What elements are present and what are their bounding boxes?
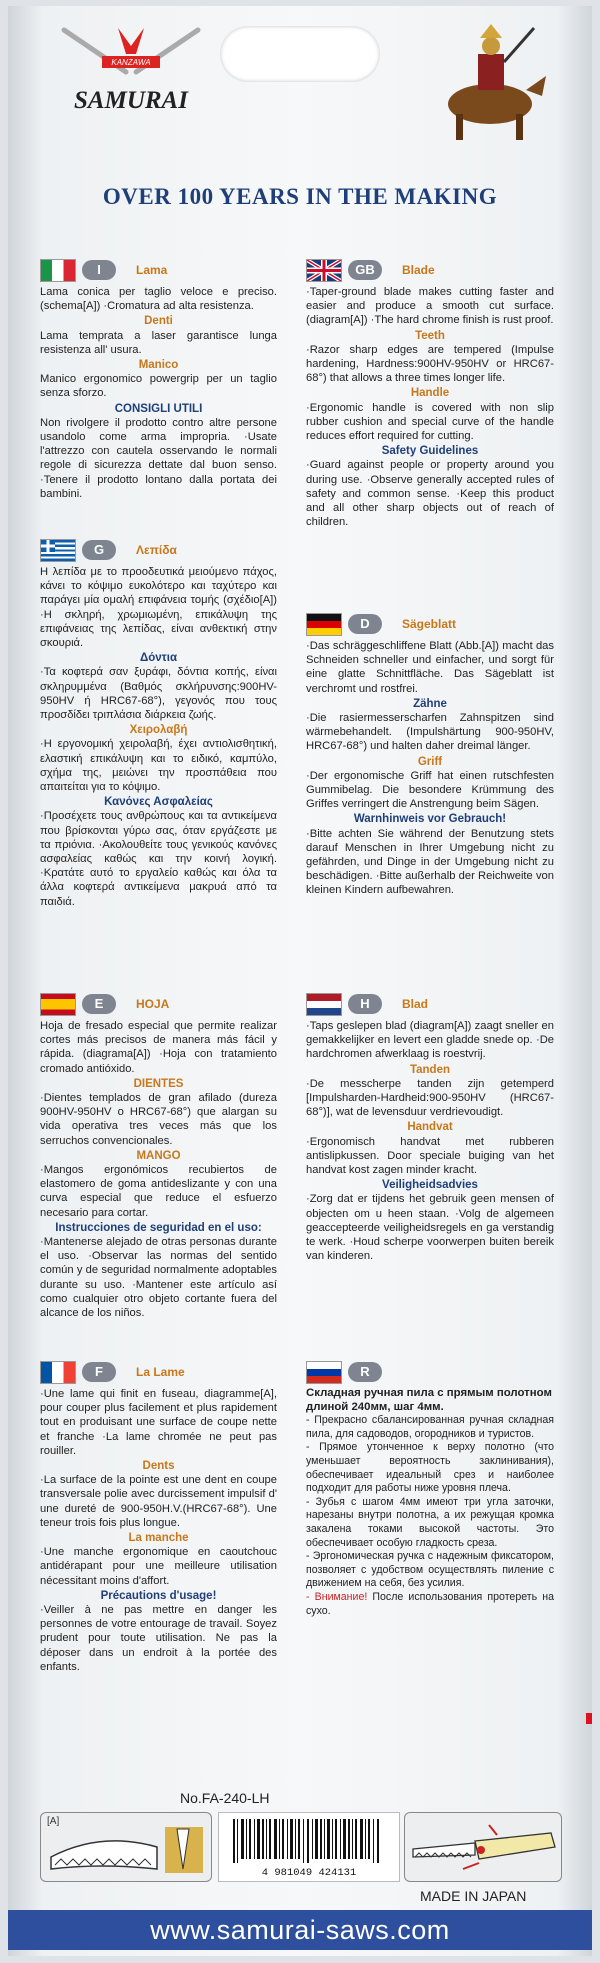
section-text: ·Taps geslepen blad (diagram[A]) zaagt sneller en gemakkelijker en levert een gladde snede op. ·De hardchromen afwerklaag is roestvrij. <box>306 1020 554 1061</box>
section-text: ·Dientes templados de gran afilado (dureza 900HV-950HV o HRC67-68°) que alargan su vida operativa tres veces más que los serruchos convencionales. <box>40 1092 277 1147</box>
section-heading: Blad <box>402 996 429 1011</box>
section-heading: Safety Guidelines <box>381 445 479 458</box>
website-footer[interactable]: www.samurai-saws.com <box>8 1910 592 1950</box>
product-number: No.FA-240-LH <box>180 1790 270 1806</box>
warning-text <box>306 1591 554 1618</box>
section-text: Non rivolgere il prodotto contro altre persone usandolo come arma impropria. ·Usate l'attrezzo con cautela osservando le normali regole di sicurezza dettate dal buon senso. ·Tenere il prodotto lontano dalla portata dei bambini. <box>40 416 277 500</box>
france-flag-icon <box>40 1361 76 1384</box>
section-text: ·Razor sharp edges are tempered (Impulse hardening, Hardness:900HV-950HV or HRC67-68°) that allows a three times longer life. <box>306 343 554 385</box>
language-header-spanish <box>40 992 277 1016</box>
section-french <box>40 1360 277 1674</box>
samurai-brand-logo <box>56 24 206 134</box>
section-greek <box>40 538 277 909</box>
section-text: Manico ergonomico powergrip per un taglio senza sforzo. <box>40 373 277 400</box>
section-text: - Прямое утонченное к верху полотно (что уменьшает вероятность заклинивания), обеспечивает идеальный срез и наиболее подходит для работы ниже уровня плеча. <box>306 1441 554 1495</box>
section-heading: Λεπίδα <box>136 542 177 557</box>
edge-mark <box>586 1713 592 1724</box>
language-code-badge: H <box>348 994 382 1014</box>
language-header-english <box>306 258 554 282</box>
section-heading: Blade <box>402 262 435 277</box>
headline: OVER 100 YEARS IN THE MAKING <box>102 184 498 209</box>
section-text: ·Guard against people or property around you during use. ·Observe generally accepted rules of safety and common sense. ·Keep this product and all other sharp objects out of reach of children. <box>306 459 554 529</box>
made-in-label: MADE IN JAPAN <box>420 1888 527 1904</box>
section-heading: La manche <box>128 1532 189 1545</box>
svg-text:SAMURAI: SAMURAI <box>74 87 188 114</box>
section-text: - Эргономическая ручка с надежным фиксатором, позволяет с удобством осуществлять пиление с движением на себя, без усилия. <box>306 1550 554 1590</box>
germany-flag-icon <box>306 613 342 636</box>
uk-flag-icon <box>306 259 342 282</box>
section-heading: Handle <box>410 387 450 400</box>
language-code-badge: D <box>348 614 382 634</box>
barcode <box>218 1812 400 1882</box>
section-text: ·Bitte achten Sie während der Benutzung stets darauf Menschen in Ihrer Umgebung nicht zu gefährden, und Dinge in der Umgebung nicht zu beschädigen. ·Bitte außerhalb der Reichweite von kleinen Kindern aufbewahren. <box>306 827 554 897</box>
section-text: ·Mangos ergonómicos recubiertos de elastomero de goma antideslizante y con una curva especial que reduce el esfuerzo necesario para cortar. <box>40 1164 277 1219</box>
section-heading: Tanden <box>409 1063 451 1076</box>
language-header-italian <box>40 258 277 282</box>
section-heading: DIENTES <box>133 1077 184 1090</box>
section-heading: Teeth <box>415 329 445 342</box>
language-code-badge: G <box>82 540 116 560</box>
section-text: Η λεπίδα με το προοδευτικά μειούμενο πάχος, κάνει το κόψιμο ευκολότερο και ταχύτερο και παράγει μία ομαλή επιφάνεια τομής (σχέδιο[A]) ·Η σκληρή, χρωμιωμένη, επικάλυψη της επιφάνειας της λεπίδας, είναι ανθεκτική στην σκουριά. <box>40 566 277 650</box>
section-heading: Zähne <box>413 697 447 710</box>
barcode-number: 4 981049 424131 <box>261 1867 357 1879</box>
hang-hole <box>220 26 380 82</box>
section-heading: Griff <box>417 755 443 768</box>
section-text: ·Ergonomisch handvat met rubberen antislipkussen. Door speciale buiging van het handvat kost zagen minder kracht. <box>306 1135 554 1177</box>
section-heading: Sägeblatt <box>402 616 457 631</box>
section-heading: Warnhinweis vor Gebrauch! <box>353 813 507 826</box>
language-header-german <box>306 612 554 636</box>
russia-flag-icon <box>306 1361 342 1384</box>
section-text: - Зубья с шагом 4мм имеют три угла заточки, нарезаны внутри полотна, а их режущая кромка закалена токами высокой частоты. Это обеспечивает особую гладкость среза. <box>306 1495 554 1549</box>
language-code-badge: GB <box>348 260 382 280</box>
folding-saw-icon <box>405 1813 561 1881</box>
blade-cross-section-diagram <box>41 1813 211 1881</box>
section-heading: Δόντια <box>139 652 178 665</box>
netherlands-flag-icon <box>306 993 342 1016</box>
section-heading: MANGO <box>136 1149 181 1162</box>
section-english <box>306 258 554 529</box>
section-heading: Instrucciones de seguridad en el uso: <box>55 1221 262 1234</box>
section-text: ·Une manche ergonomique en caoutchouc antidérapant pour une meilleure utilisation nécessitant moins d'affort. <box>40 1546 277 1587</box>
greece-flag-icon <box>40 539 76 562</box>
section-heading: Dents <box>142 1460 175 1473</box>
section-heading: Складная ручная пила с прямым полотном длиной 240мм, шаг 4мм. <box>306 1387 552 1413</box>
section-text: ·Mantenerse alejado de otras personas durante el uso. ·Observar las normas del sentido común y de seguridad normalmente adoptables durante su uso. ·Mantener este artículo así como cualquier otro objeto cortante fuera del alcance de los niños. <box>40 1236 277 1320</box>
section-dutch <box>306 992 554 1263</box>
language-code-badge: F <box>82 1362 116 1382</box>
section-text: ·Zorg dat er tijdens het gebruik geen mensen of objecten om u heen staan. ·Volg de algemeen geaccepteerde veiligheidsregels en ga verstandig te werk. ·Houd scherpe voorwerpen buiten bereik van kinderen. <box>306 1193 554 1263</box>
section-text: ·La surface de la pointe est une dent en coupe transversale polie avec durcissement impulsif d' une dureté de 900-950H.V.(HRC67-68°). Une teneur trois fois plus longue. <box>40 1474 277 1529</box>
section-text: ·Das schräggeschliffene Blatt (Abb.[A]) macht das Schneiden schneller und einfacher, und sorgt für eine glatte Schnittfläche. Das Sägeblatt ist verchromt und rostfrei. <box>306 640 554 695</box>
section-heading: Κανόνες Ασφαλείας <box>104 796 213 809</box>
section-text: Lama conica per taglio veloce e preciso. (schema[A]) ·Cromatura ad alta resistenza. <box>40 286 277 313</box>
section-text: ·Une lame qui finit en fuseau, diagramme[A], pour couper plus facilement et plus rapidement tout en produisant une surface de coupe nette et franche ·La lame chromée ne peut pas rouiller. <box>40 1388 277 1457</box>
section-text: Hoja de fresado especial que permite realizar cortes más precisos de manera más fácil y rápida. (diagrama[A]) ·Hoja con tratamiento cromado antióxido. <box>40 1020 277 1075</box>
language-header-russian <box>306 1360 554 1384</box>
section-text: ·Προσέχετε τους ανθρώπους και τα αντικείμενα που βρίσκονται γύρω σας, όταν εργάζεστε με τα πριόνια. ·Ακολουθείτε τους γενικούς κανόνες ασφαλείας καθώς και την κοινή λογική. ·Κρατάτε αυτό το εργαλείο καθώς και όλα τα άλλα κοφτερά αντικείμενα μακρυά από τα παιδιά. <box>40 810 277 908</box>
section-heading: Veiligheidsadvies <box>382 1179 478 1192</box>
italy-flag-icon <box>40 259 76 282</box>
section-heading: La Lame <box>136 1364 185 1379</box>
section-text: Lama temprata a laser garantisce lunga resistenza all' usura. <box>40 329 277 356</box>
section-text: ·Der ergonomische Griff hat einen rutschfesten Gummibelag. Die besondere Krümmung des Griffes verringert die Anstrengung beim Sägen. <box>306 769 554 811</box>
samurai-horse-illustration <box>430 18 550 146</box>
warning-body: После использования протереть на сухо. <box>306 1590 554 1617</box>
language-code-badge: I <box>82 260 116 280</box>
section-german <box>306 612 554 898</box>
section-text: - Прекрасно сбалансированная ручная складная пила, для садоводов, огородников и туристов. <box>306 1414 554 1440</box>
language-header-french <box>40 1360 277 1384</box>
section-heading: Denti <box>144 315 173 328</box>
language-code-badge: R <box>348 1362 382 1382</box>
section-heading: Manico <box>138 359 179 372</box>
section-spanish <box>40 992 277 1320</box>
section-italian <box>40 258 277 501</box>
section-text: ·Die rasiermesserscharfen Zahnspitzen sind wärmebehandelt. (Impulshärtung 900-950HV, HRC67-68°) und halten daher dreimal länger. <box>306 712 554 753</box>
blade-diagram-box <box>40 1812 212 1882</box>
section-heading: Χειρολαβή <box>129 724 188 737</box>
section-text: ·Ergonomic handle is covered with non slip rubber cushion and special curve of the handle reduces effort required for cutting. <box>306 401 554 443</box>
language-code-badge: E <box>82 994 116 1014</box>
section-text: ·Τα κοφτερά σαν ξυράφι, δόντια κοπής, είναι σκληρυμμένα (Βαθμός σκλήρυνσης:900HV-950HV ή HRC67-68°), γεγονός που τους προσδίδει τριπλάσια διάρκεια ζωής. <box>40 666 277 722</box>
svg-text:KANZAWA: KANZAWA <box>111 58 151 67</box>
section-text: ·Η εργονομική χειρολαβή, έχει αντιολισθητική, ελαστική επικάλυψη και το ειδικό, καμπύλο, σχήμα της, μειώνει την προσπάθεια που απαιτείται για το κόψιμο. <box>40 738 277 794</box>
spain-flag-icon <box>40 993 76 1016</box>
section-text: ·Taper-ground blade makes cutting faster and easier and produce a smooth cut surface. (diagram[A]) ·The hard chrome finish is rust proof. <box>306 286 554 327</box>
language-header-greek <box>40 538 277 562</box>
folding-saw-illustration-box <box>404 1812 562 1882</box>
language-header-dutch <box>306 992 554 1016</box>
diagram-label: [A] <box>47 1816 60 1827</box>
section-text: ·De messcherpe tanden zijn getemperd [Impulsharden-Hardheid:900-950HV (HRC67-68°)], wat de levensduur verdrievoudigt. <box>306 1077 554 1119</box>
warning-label: - Внимание! <box>306 1590 368 1603</box>
section-heading: HOJA <box>136 996 170 1011</box>
section-heading: Précautions d'usage! <box>100 1589 217 1602</box>
section-heading: Lama <box>136 262 168 277</box>
section-text: ·Veiller à ne pas mettre en danger les personnes de votre entourage de travail. Soyez prudent pour toute utilisation. Ne pas la déposer dans un endroit à la portée des enfants. <box>40 1604 277 1673</box>
section-russian <box>306 1360 554 1618</box>
section-heading: CONSIGLI UTILI <box>114 402 203 415</box>
section-heading: Handvat <box>407 1121 453 1134</box>
barcode-bars <box>219 1813 399 1863</box>
